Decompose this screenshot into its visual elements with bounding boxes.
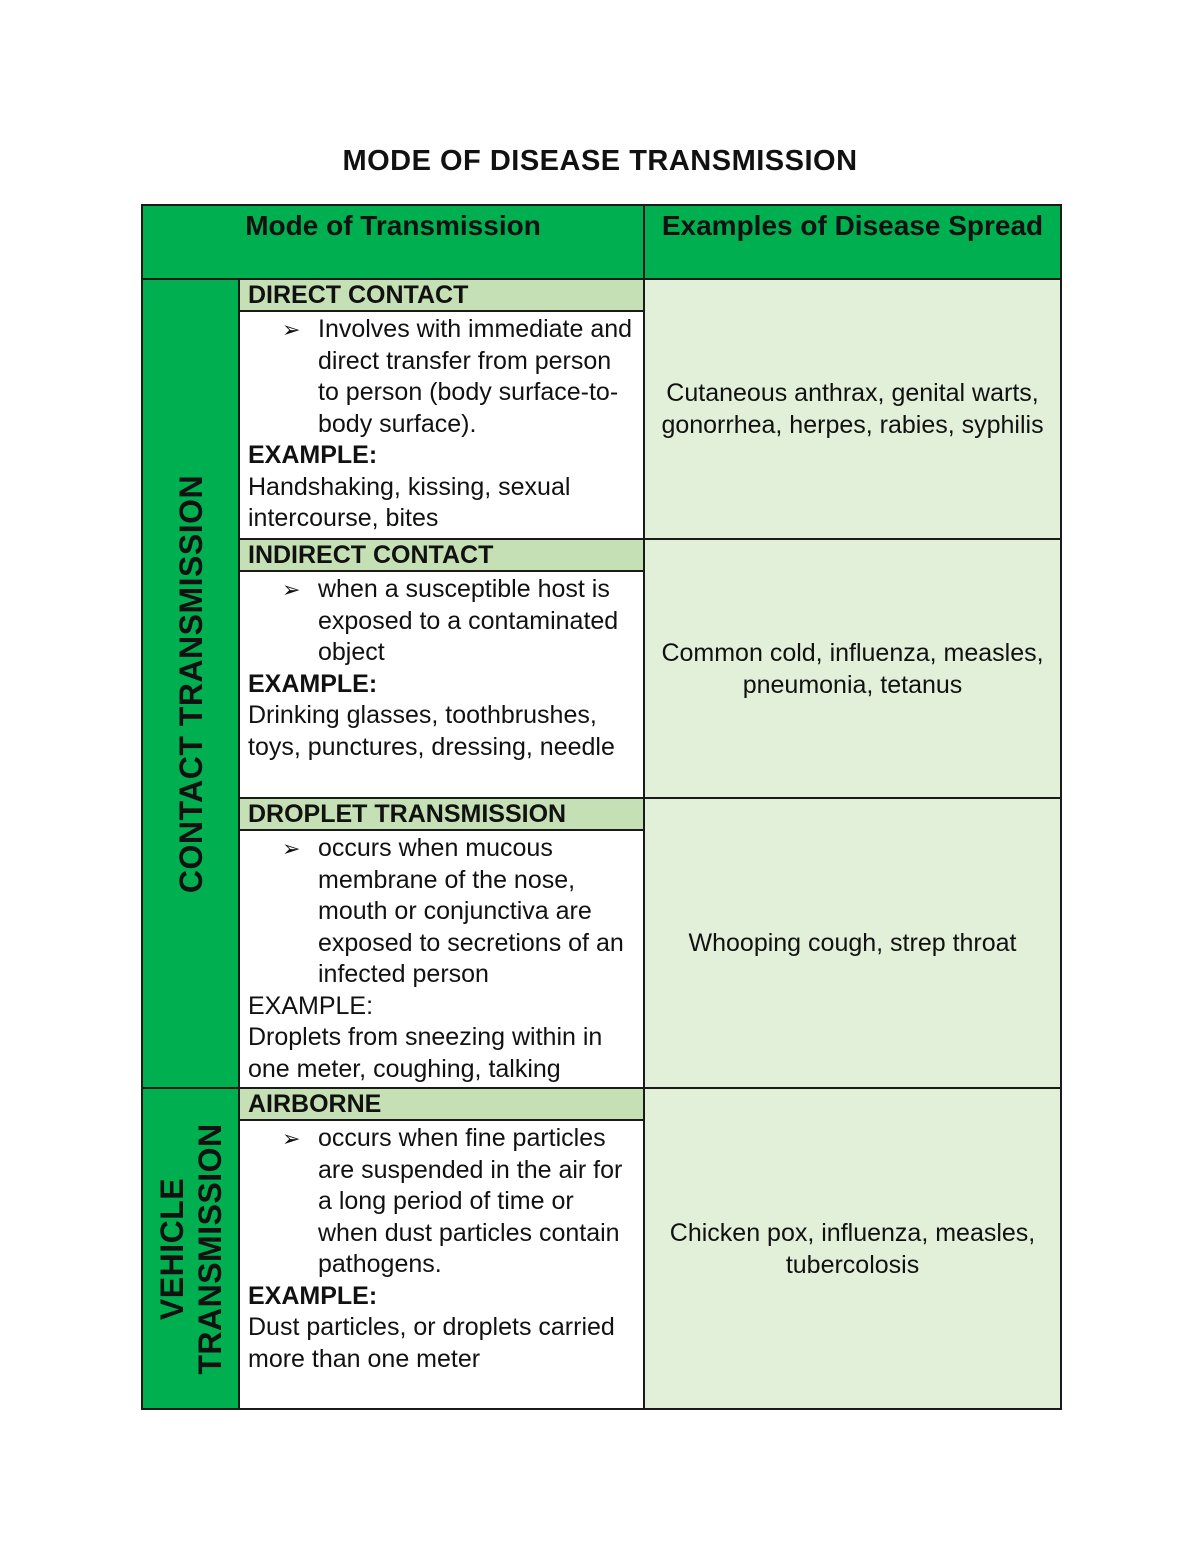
mode-description: occurs when fine particles are suspended in the air for a long period of time or when dust particles contain pathogens. <box>318 1124 623 1278</box>
table-row <box>142 798 1061 830</box>
list-item <box>248 574 635 669</box>
group-vehicle-transmission <box>142 1088 239 1409</box>
example-text: Droplets from sneezing within in one meter, coughing, talking <box>248 1023 603 1083</box>
list-item <box>248 314 635 440</box>
example-label: EXAMPLE: <box>248 441 378 469</box>
mode-description-cell <box>239 311 644 539</box>
group-label-vehicle-line1: VEHICLE <box>153 1177 190 1320</box>
arrowhead-bullet-icon: ➢ <box>282 317 301 342</box>
example-text: Handshaking, kissing, sexual intercourse, bites <box>248 472 571 532</box>
arrowhead-bullet-icon: ➢ <box>282 836 301 861</box>
group-label-vehicle <box>153 1123 229 1374</box>
mode-description-cell <box>239 571 644 798</box>
mode-description: occurs when mucous membrane of the nose, mouth or conjunctiva are exposed to secretions of an infected person <box>318 834 624 988</box>
table-row <box>142 539 1061 571</box>
mode-name: DROPLET TRANSMISSION <box>239 798 644 830</box>
disease-examples: Chicken pox, influenza, measles, tubercolosis <box>644 1088 1061 1409</box>
list-item <box>248 833 635 991</box>
mode-name: INDIRECT CONTACT <box>239 539 644 571</box>
table-row <box>142 279 1061 311</box>
mode-description-cell <box>239 830 644 1088</box>
example-label: EXAMPLE: <box>248 669 378 698</box>
header-mode-of-transmission: Mode of Transmission <box>142 205 644 279</box>
group-label-vehicle-line2: TRANSMISSION <box>191 1122 228 1375</box>
header-examples-of-disease-spread: Examples of Disease Spread <box>644 205 1061 279</box>
mode-description: when a susceptible host is exposed to a contaminated object <box>318 575 619 666</box>
example-text: Drinking glasses, toothbrushes, toys, punctures, dressing, needle <box>248 701 615 761</box>
mode-name: DIRECT CONTACT <box>239 279 644 311</box>
arrowhead-bullet-icon: ➢ <box>282 1126 301 1151</box>
table-row <box>142 1088 1061 1120</box>
example-text: Dust particles, or droplets carried more than one meter <box>248 1313 615 1373</box>
example-label: EXAMPLE: <box>248 991 374 1020</box>
page-title: MODE OF DISEASE TRANSMISSION <box>342 145 858 177</box>
list-item <box>248 1123 635 1281</box>
group-label-contact: CONTACT TRANSMISSION <box>172 474 209 893</box>
arrowhead-bullet-icon: ➢ <box>282 577 301 602</box>
group-contact-transmission <box>142 279 239 1088</box>
example-label: EXAMPLE: <box>248 1281 378 1310</box>
mode-description-cell <box>239 1120 644 1409</box>
disease-examples: Common cold, influenza, measles, pneumonia, tetanus <box>644 539 1061 798</box>
mode-name: AIRBORNE <box>239 1088 644 1120</box>
disease-examples: Cutaneous anthrax, genital warts, gonorrhea, herpes, rabies, syphilis <box>644 279 1061 539</box>
transmission-table <box>141 204 1062 1410</box>
mode-description: Involves with immediate and direct transfer from person to person (body surface-to-body surface). <box>318 315 633 438</box>
disease-examples: Whooping cough, strep throat <box>644 798 1061 1088</box>
